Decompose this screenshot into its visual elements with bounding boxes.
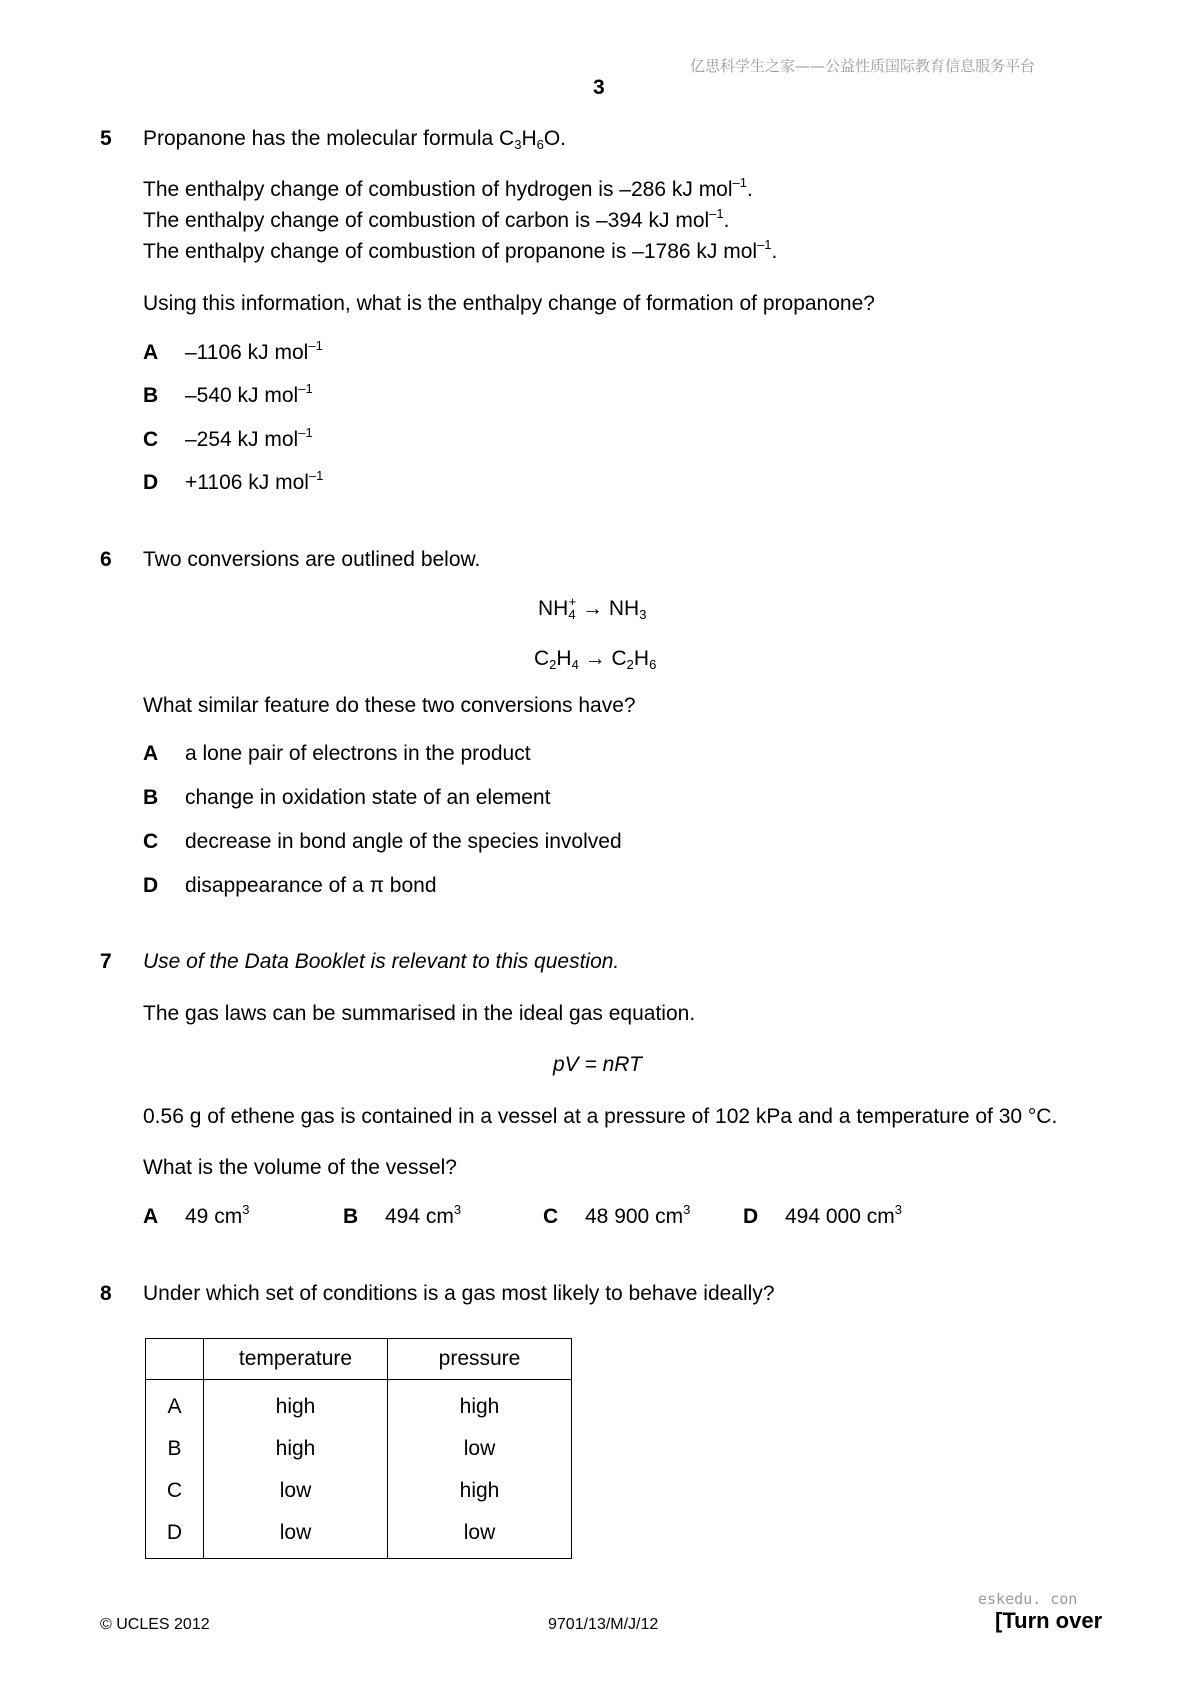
q6-option-letter: D (143, 874, 159, 897)
q7-option-text: 494 $cm^3$ (385, 1202, 462, 1228)
question-7-stem: The gas laws can be summarised in the ideal gas equation. (143, 1002, 696, 1025)
table-row (146, 1512, 572, 1559)
q6-option-letter: B (143, 786, 159, 809)
q6-option-text: change in oxidation state of an element (185, 786, 551, 809)
question-5-prompt: Using this information, what is the enthalpy change of formation of propanone? (143, 292, 875, 315)
q7-option-letter: D (743, 1205, 759, 1228)
footer-watermark: eskedu. con (978, 1590, 1078, 1608)
table-row (146, 1470, 572, 1512)
table-cell: A (146, 1380, 204, 1429)
q5-option-letter: A (143, 341, 159, 364)
q5-option-text: +1106 kJ mol$^{-1}$ (185, 468, 324, 494)
q6-option-letter: A (143, 742, 159, 765)
ideal-gas-equation: pV = nRT (553, 1053, 642, 1076)
q6-option-text: a lone pair of electrons in the product (185, 742, 531, 765)
conditions-table (145, 1338, 572, 1559)
q7-option-text: 49 $cm^3$ (185, 1202, 250, 1228)
copyright: © UCLES 2012 (100, 1616, 210, 1633)
question-5-stem: Propanone has the molecular formula $C_3H_6O$. (143, 127, 567, 152)
turn-over-label: [Turn over (995, 1608, 1103, 1633)
table-cell: low (388, 1428, 572, 1470)
q5-option-text: –540 kJ mol$^{-1}$ (185, 381, 313, 407)
table-row (146, 1428, 572, 1470)
conversion-equation-1: $NH_4^+ \to NH_3$ (538, 594, 647, 622)
q5-data-line: The enthalpy change of combustion of hydrogen is –286 kJ mol$^{-1}$. (143, 175, 753, 201)
q7-option-letter: A (143, 1205, 159, 1228)
question-8-number: 8 (100, 1282, 112, 1305)
q7-option-text: 48 900 $cm^3$ (585, 1202, 691, 1228)
q5-option-letter: C (143, 428, 159, 451)
q5-option-text: –254 kJ mol$^{-1}$ (185, 425, 313, 451)
table-cell: low (204, 1470, 388, 1512)
question-8-stem: Under which set of conditions is a gas most likely to behave ideally? (143, 1282, 775, 1305)
table-header-cell (146, 1339, 204, 1380)
table-header-row (146, 1339, 572, 1380)
q5-option-letter: B (143, 384, 159, 407)
q6-option-text: decrease in bond angle of the species involved (185, 830, 622, 853)
question-7-prompt: What is the volume of the vessel? (143, 1156, 457, 1179)
question-6-number: 6 (100, 548, 112, 571)
question-7-note: Use of the Data Booklet is relevant to this question. (143, 950, 620, 973)
table-cell: low (204, 1512, 388, 1559)
table-cell: high (204, 1428, 388, 1470)
q6-option-letter: C (143, 830, 159, 853)
table-cell: D (146, 1512, 204, 1559)
q7-option-letter: C (543, 1205, 559, 1228)
page-number: 3 (593, 76, 605, 99)
table-cell: C (146, 1470, 204, 1512)
question-6-prompt: What similar feature do these two conversions have? (143, 694, 636, 717)
table-cell: high (204, 1380, 388, 1429)
table-cell: B (146, 1428, 204, 1470)
header-watermark: 亿思科学生之家——公益性质国际教育信息服务平台 (690, 57, 1036, 75)
paper-code: 9701/13/M/J/12 (548, 1616, 659, 1633)
question-5-number: 5 (100, 127, 112, 150)
table-cell: low (388, 1512, 572, 1559)
q6-option-text: disappearance of a π bond (185, 874, 437, 897)
q5-data-line: The enthalpy change of combustion of carbon is –394 kJ mol$^{-1}$. (143, 206, 730, 232)
table-header-cell: pressure (388, 1339, 572, 1380)
question-7-number: 7 (100, 950, 112, 973)
q7-option-letter: B (343, 1205, 359, 1228)
table-header-cell: temperature (204, 1339, 388, 1380)
q5-data-line: The enthalpy change of combustion of propanone is –1786 kJ mol$^{-1}$. (143, 237, 778, 263)
table-cell: high (388, 1470, 572, 1512)
q7-option-text: 494 000 $cm^3$ (785, 1202, 902, 1228)
table-cell: high (388, 1380, 572, 1429)
question-6-stem: Two conversions are outlined below. (143, 548, 481, 571)
table-row (146, 1380, 572, 1429)
q5-option-letter: D (143, 471, 159, 494)
q5-option-text: –1106 kJ mol$^{-1}$ (185, 338, 323, 364)
conversion-equation-2: $C_2H_4 \to C_2H_6$ (534, 647, 657, 672)
question-7-data: 0.56 g of ethene gas is contained in a vessel at a pressure of 102 kPa and a temperature of 30 °C. (143, 1105, 1058, 1128)
